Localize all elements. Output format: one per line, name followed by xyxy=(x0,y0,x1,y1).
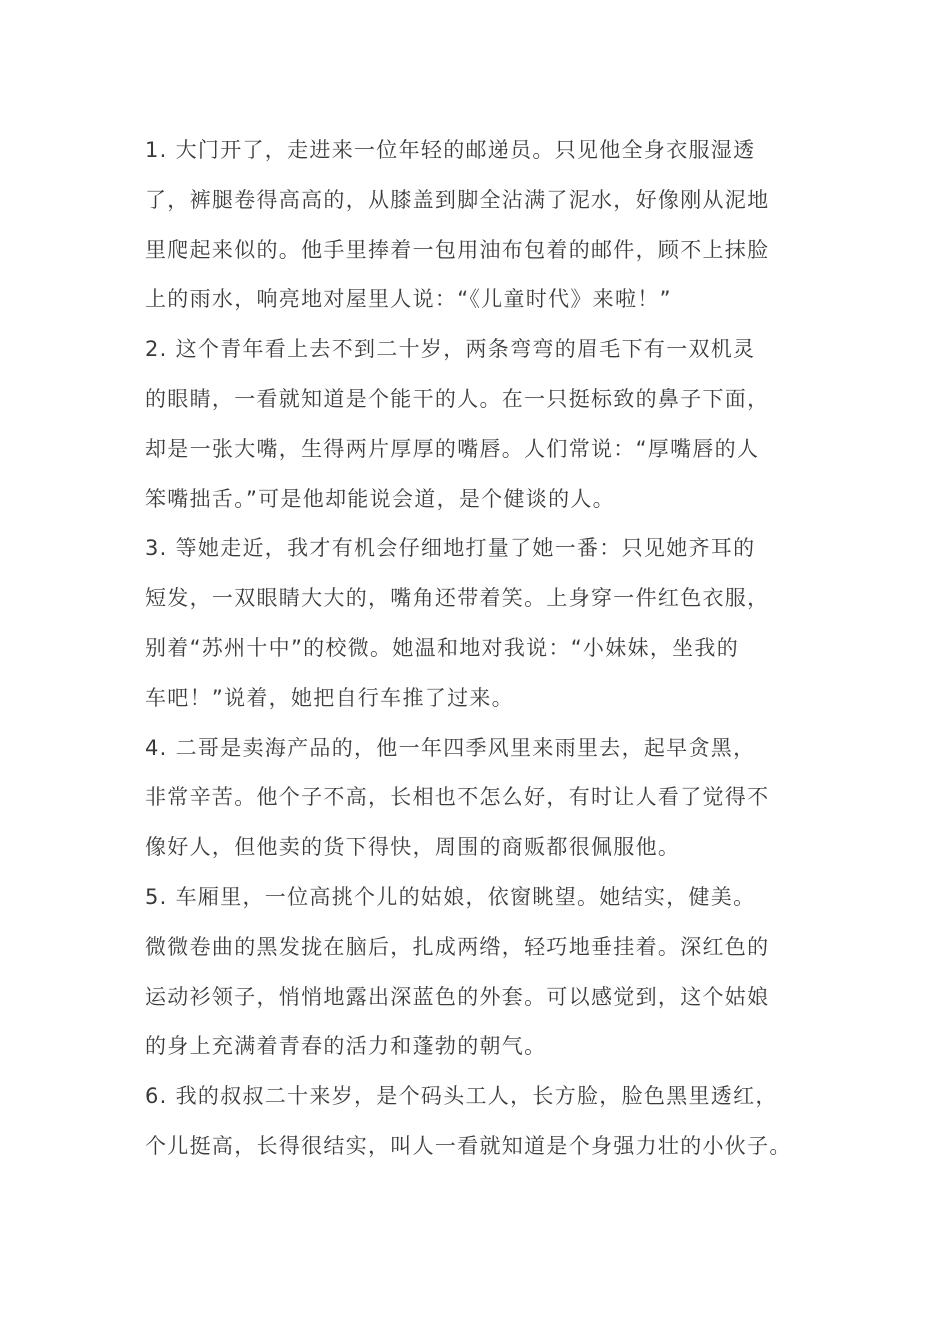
paragraph-1 xyxy=(145,126,825,325)
text-line: 的身上充满着青春的活力和蓬勃的朝气。 xyxy=(145,1034,547,1059)
text-line: 像好人，但他卖的货下得快，周围的商贩都很佩服他。 xyxy=(145,835,681,860)
text-line: 5. 车厢里，一位高挑个儿的姑娘，依窗眺望。她结实，健美。 xyxy=(145,884,756,909)
text-line: 了，裤腿卷得高高的，从膝盖到脚全沾满了泥水，好像刚从泥地 xyxy=(145,187,770,212)
text-line: 3. 等她走近，我才有机会仔细地打量了她一番：只见她齐耳的 xyxy=(145,536,756,561)
text-line: 个儿挺高，长得很结实，叫人一看就知道是个身强力壮的小伙子。 xyxy=(145,1133,792,1158)
paragraph-5 xyxy=(145,873,825,1072)
paragraph-2 xyxy=(145,325,825,524)
text-line: 2. 这个青年看上去不到二十岁，两条弯弯的眉毛下有一双机灵 xyxy=(145,337,756,362)
paragraph-3 xyxy=(145,524,825,723)
text-line: 微微卷曲的黑发拢在脑后，扎成两绺，轻巧地垂挂着。深红色的 xyxy=(145,934,770,959)
text-line: 里爬起来似的。他手里捧着一包用油布包着的邮件，顾不上抹脸 xyxy=(145,237,770,262)
text-line: 笨嘴拙舌。”可是他却能说会道，是个健谈的人。 xyxy=(145,486,615,511)
text-line: 短发，一双眼睛大大的，嘴角还带着笑。上身穿一件红色衣服， xyxy=(145,586,770,611)
text-line: 别着“苏州十中”的校微。她温和地对我说：“小妹妹，坐我的 xyxy=(145,635,740,660)
text-line: 上的雨水，响亮地对屋里人说：“《儿童时代》来啦！” xyxy=(145,287,672,312)
text-line: 却是一张大嘴，生得两片厚厚的嘴唇。人们常说：“厚嘴唇的人 xyxy=(145,436,760,461)
text-line: 4. 二哥是卖海产品的，他一年四季风里来雨里去，起早贪黑， xyxy=(145,735,756,760)
paragraph-6 xyxy=(145,1072,825,1172)
text-line: 非常辛苦。他个子不高，长相也不怎么好，有时让人看了觉得不 xyxy=(145,785,770,810)
text-line: 运动衫领子，悄悄地露出深蓝色的外套。可以感觉到，这个姑娘 xyxy=(145,984,770,1009)
paragraph-4 xyxy=(145,724,825,873)
text-line: 6. 我的叔叔二十来岁，是个码头工人，长方脸，脸色黑里透红， xyxy=(145,1084,778,1109)
text-line: 车吧！”说着，她把自行车推了过来。 xyxy=(145,685,514,710)
text-line: 1. 大门开了，走进来一位年轻的邮递员。只见他全身衣服湿透 xyxy=(145,138,756,162)
text-line: 的眼睛，一看就知道是个能干的人。在一只挺标致的鼻子下面， xyxy=(145,386,770,411)
document-body xyxy=(145,126,825,1172)
